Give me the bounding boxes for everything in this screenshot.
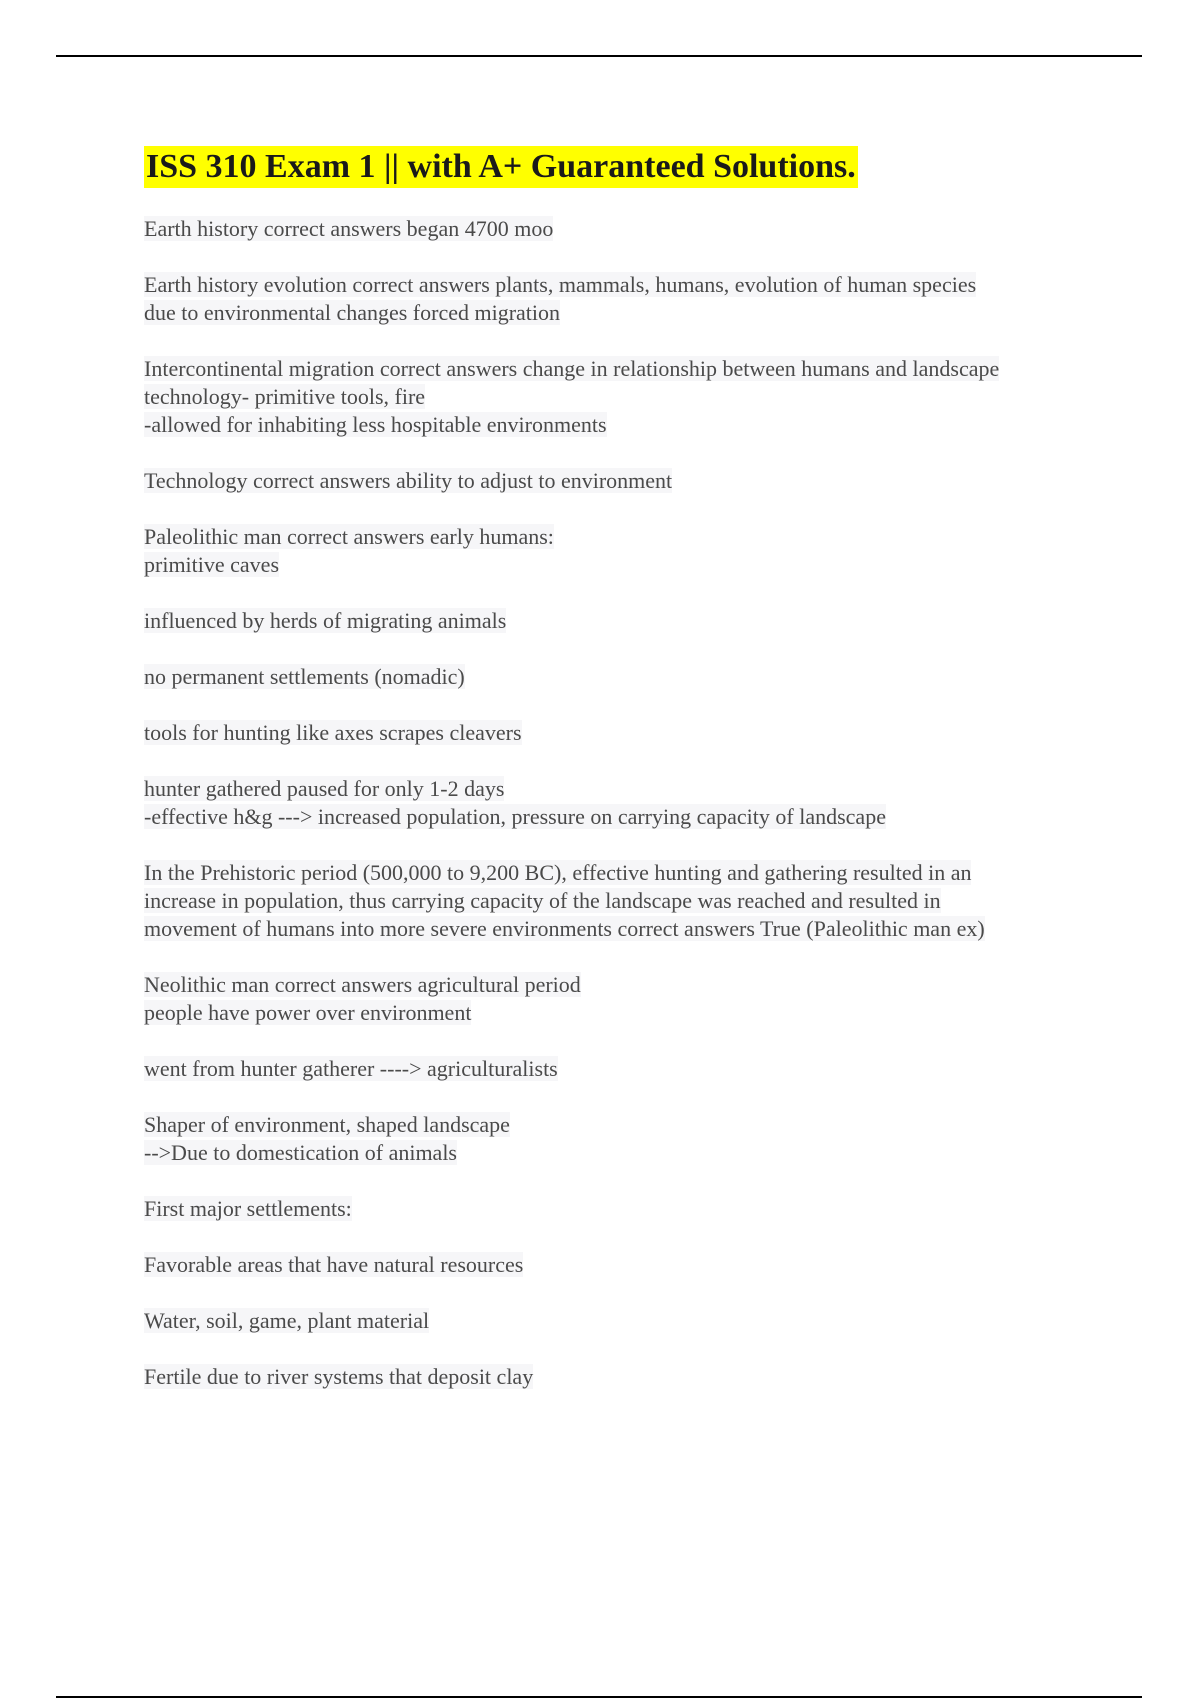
entry-resources [144, 1307, 1104, 1335]
footer-rule [56, 1696, 1142, 1698]
entry-line: First major settlements: [144, 1196, 352, 1221]
entry-line: Water, soil, game, plant material [144, 1308, 430, 1333]
entry-migrating-animals [144, 607, 1104, 635]
entry-line: Favorable areas that have natural resources [144, 1252, 524, 1277]
entry-line: -allowed for inhabiting less hospitable environments [144, 412, 607, 437]
entry-line: people have power over environment [144, 1000, 472, 1025]
entry-line: increase in population, thus carrying capacity of the landscape was reached and resulted in [144, 888, 941, 913]
document-body [144, 215, 1104, 1419]
entry-line: due to environmental changes forced migration [144, 300, 561, 325]
entry-first-settlements [144, 1195, 1104, 1223]
entry-line: influenced by herds of migrating animals [144, 608, 507, 633]
entry-line: primitive caves [144, 552, 280, 577]
entry-line: Paleolithic man correct answers early humans: [144, 524, 554, 549]
entry-line: Technology correct answers ability to adjust to environment [144, 468, 673, 493]
entry-line: -effective h&g ---> increased population, pressure on carrying capacity of landscape [144, 804, 886, 829]
entry-neolithic-man [144, 971, 1104, 1027]
entry-line: Intercontinental migration correct answers change in relationship between humans and landscape [144, 356, 1000, 381]
entry-line: movement of humans into more severe environments correct answers True (Paleolithic man ex) [144, 916, 985, 941]
entry-hunting-tools [144, 719, 1104, 747]
entry-paleolithic-man [144, 523, 1104, 579]
entry-line: Fertile due to river systems that deposit clay [144, 1364, 534, 1389]
entry-earth-history [144, 215, 1104, 243]
entry-nomadic [144, 663, 1104, 691]
entry-line: no permanent settlements (nomadic) [144, 664, 465, 689]
entry-technology [144, 467, 1104, 495]
entry-earth-history-evolution [144, 271, 1104, 327]
entry-line: -->Due to domestication of animals [144, 1140, 457, 1165]
entry-line: hunter gathered paused for only 1-2 days [144, 776, 505, 801]
entry-line: technology- primitive tools, fire [144, 384, 426, 409]
entry-intercontinental-migration [144, 355, 1104, 439]
entry-agriculturalists [144, 1055, 1104, 1083]
entry-shaper-of-environment [144, 1111, 1104, 1167]
entry-line: Neolithic man correct answers agricultural period [144, 972, 581, 997]
entry-line: Shaper of environment, shaped landscape [144, 1112, 510, 1137]
entry-fertile-river-systems [144, 1363, 1104, 1391]
entry-hunter-gathered [144, 775, 1104, 831]
entry-line: Earth history correct answers began 4700 moo [144, 216, 554, 241]
document-title: ISS 310 Exam 1 || with A+ Guaranteed Solutions. [144, 146, 858, 188]
entry-line: In the Prehistoric period (500,000 to 9,200 BC), effective hunting and gathering resulted in an [144, 860, 972, 885]
header-rule [56, 55, 1142, 57]
entry-line: went from hunter gatherer ----> agriculturalists [144, 1056, 558, 1081]
entry-favorable-areas [144, 1251, 1104, 1279]
entry-prehistoric-period [144, 859, 1104, 943]
entry-line: Earth history evolution correct answers plants, mammals, humans, evolution of human species [144, 272, 977, 297]
entry-line: tools for hunting like axes scrapes cleavers [144, 720, 522, 745]
